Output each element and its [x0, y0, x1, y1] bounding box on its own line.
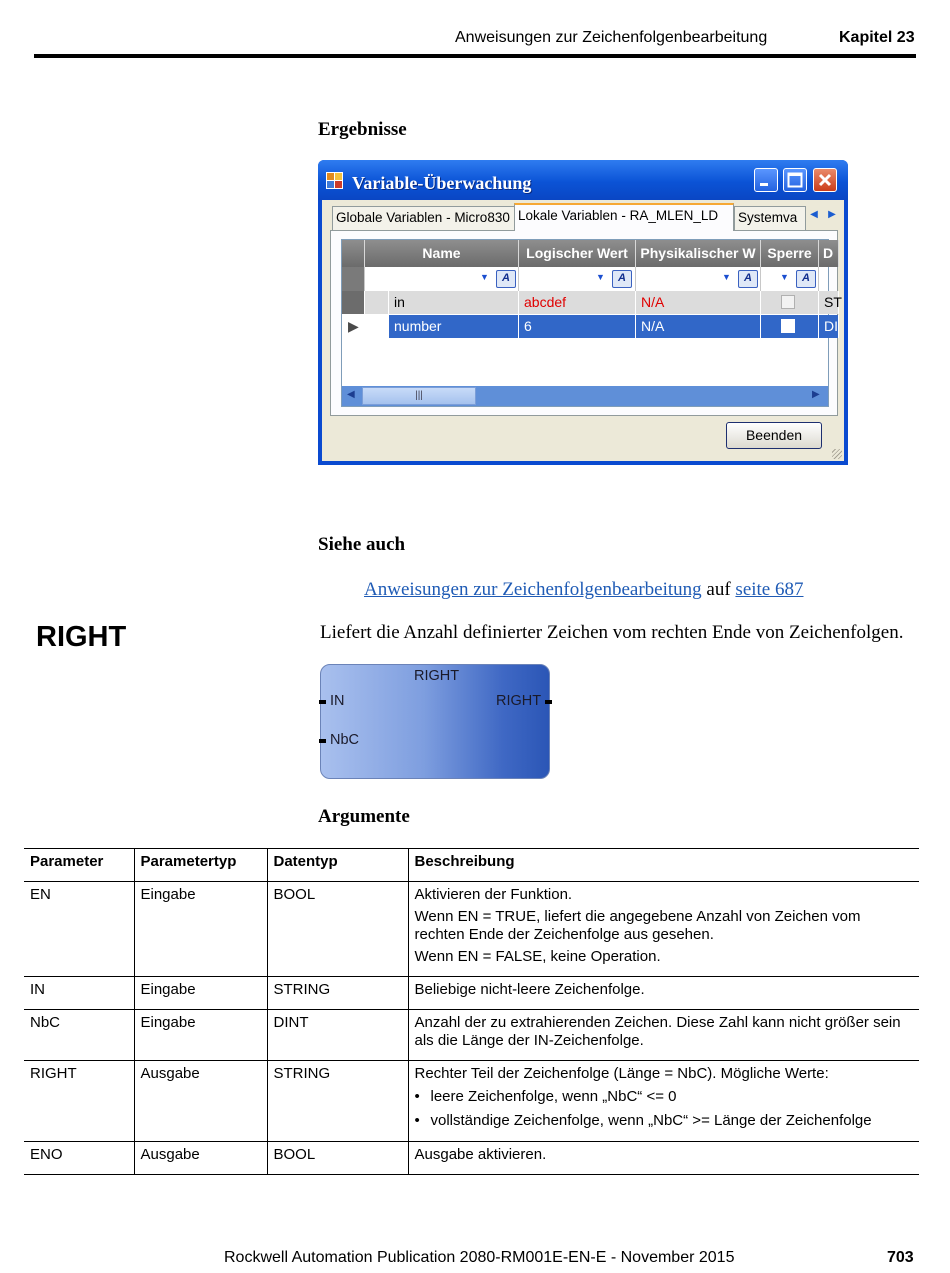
cell-lock[interactable] — [761, 315, 819, 338]
running-header-title: Anweisungen zur Zeichenfolgenbearbeitung — [455, 29, 768, 46]
tab-local-variables[interactable]: Lokale Variablen - RA_MLEN_LD — [514, 203, 734, 231]
table-row — [24, 1061, 919, 1142]
input-pin — [319, 739, 326, 743]
cell-desc — [408, 1061, 919, 1142]
filter-dropdown-icon[interactable]: ▼ — [722, 272, 731, 282]
filter-dropdown-icon[interactable]: ▼ — [780, 272, 789, 282]
input-label-in: IN — [330, 693, 345, 709]
scrollbar-grip: ||| — [415, 390, 423, 401]
cell-physical-value[interactable]: N/A — [636, 291, 761, 314]
results-heading: Ergebnisse — [318, 119, 407, 140]
see-also-heading: Siehe auch — [318, 534, 406, 555]
cell-param: NbC — [24, 1010, 134, 1061]
column-header-name[interactable]: Name — [365, 240, 519, 267]
cell-ptype: Ausgabe — [134, 1061, 267, 1142]
desc-paragraph: Wenn EN = TRUE, liefert die angegebene Anzahl von Zeichen vom rechten Ende der Zeichenfolge aus gesehen. — [414, 908, 861, 943]
column-header-physical-value[interactable]: Physikalischer W — [636, 240, 761, 267]
filter-row — [342, 267, 830, 291]
cell-name[interactable]: in — [389, 291, 519, 314]
function-block — [320, 664, 550, 779]
cell-name[interactable]: number — [389, 315, 519, 338]
table-row[interactable] — [342, 291, 842, 314]
minimize-button[interactable] — [754, 168, 778, 192]
row-header-cell — [342, 291, 365, 314]
cell-param: ENO — [24, 1142, 134, 1175]
footer-publication: Rockwell Automation Publication 2080-RM001E-EN-E - November 2015 — [224, 1249, 735, 1266]
current-row-arrow-icon: ▶ — [342, 315, 365, 338]
cell-desc — [408, 977, 919, 1010]
header-beschreibung: Beschreibung — [408, 849, 919, 882]
tab-panel — [330, 230, 842, 416]
header-rule — [34, 54, 916, 58]
section-title: RIGHT — [36, 621, 127, 653]
cell-physical-value[interactable]: N/A — [636, 315, 761, 338]
table-row[interactable] — [342, 315, 838, 338]
window-titlebar — [318, 160, 848, 200]
filter-icon[interactable]: A — [496, 270, 516, 288]
filter-cell-physical[interactable] — [636, 267, 761, 291]
see-also-connector: auf — [706, 579, 731, 600]
chapter-label: Kapitel 23 — [839, 29, 915, 46]
filter-cell-name[interactable] — [365, 267, 519, 291]
filter-dropdown-icon[interactable]: ▼ — [480, 272, 489, 282]
desc-paragraph: Rechter Teil der Zeichenfolge (Länge = NbC). Mögliche Werte: — [414, 1065, 829, 1082]
maximize-button[interactable] — [783, 168, 807, 192]
close-button[interactable] — [813, 168, 837, 192]
variable-grid — [341, 239, 842, 407]
filter-dropdown-icon[interactable]: ▼ — [596, 272, 605, 282]
filter-icon[interactable]: A — [738, 270, 758, 288]
tab-right-arrow-icon[interactable]: ▶ — [828, 209, 836, 220]
section-description: Liefert die Anzahl definierter Zeichen vom rechten Ende von Zeichenfolgen. — [320, 622, 904, 643]
filter-cell-logical[interactable] — [519, 267, 636, 291]
cell-dtype: DINT — [267, 1010, 408, 1061]
close-dialog-button[interactable]: Beenden — [726, 422, 822, 449]
input-pin — [319, 700, 326, 704]
column-header-datatype[interactable]: D — [819, 240, 839, 267]
see-also-link[interactable]: Anweisungen zur Zeichenfolgenbearbeitung — [364, 579, 702, 600]
table-row — [24, 882, 919, 977]
cell-lock[interactable] — [761, 291, 819, 314]
cell-desc — [408, 1142, 919, 1175]
lock-checkbox[interactable] — [781, 319, 795, 333]
column-header-lock[interactable]: Sperre — [761, 240, 819, 267]
cell-ptype: Eingabe — [134, 1010, 267, 1061]
cell-ptype: Eingabe — [134, 882, 267, 977]
cell-desc — [408, 1010, 919, 1061]
filter-cell-lock[interactable] — [761, 267, 819, 291]
maximize-icon — [784, 169, 806, 191]
row-header-cell — [342, 267, 365, 291]
horizontal-scrollbar[interactable] — [342, 386, 828, 406]
cell-desc — [408, 882, 919, 977]
header-parametertyp: Parametertyp — [134, 849, 267, 882]
cell-dtype: STRING — [267, 1061, 408, 1142]
desc-paragraph: Beliebige nicht-leere Zeichenfolge. — [414, 981, 645, 998]
tab-system-variables[interactable]: Systemva — [734, 206, 806, 230]
cell-ptype: Ausgabe — [134, 1142, 267, 1175]
filter-icon[interactable]: A — [612, 270, 632, 288]
variable-monitor-window — [318, 160, 848, 465]
cell-logical-value[interactable]: 6 — [519, 315, 636, 338]
cell-datatype[interactable]: DI — [819, 315, 839, 338]
cell-param: EN — [24, 882, 134, 977]
scrollbar-thumb[interactable] — [362, 387, 476, 405]
page-number: 703 — [887, 1249, 914, 1266]
scroll-left-arrow-icon[interactable]: ◀ — [347, 389, 355, 400]
column-header-logical-value[interactable]: Logischer Wert — [519, 240, 636, 267]
cell-ptype: Eingabe — [134, 977, 267, 1010]
bullet-list — [415, 1087, 914, 1131]
cell-logical-value[interactable]: abcdef — [519, 291, 636, 314]
app-icon — [326, 172, 343, 189]
header-datentyp: Datentyp — [267, 849, 408, 882]
tab-scroll-arrows — [806, 206, 840, 226]
desc-paragraph: Anzahl der zu extrahierenden Zeichen. Diese Zahl kann nicht größer sein als die Länge der IN-Zeichenfolge. — [414, 1014, 901, 1049]
cell-param: IN — [24, 977, 134, 1010]
input-label-nbc: NbC — [330, 732, 360, 748]
table-header-row — [24, 849, 919, 882]
desc-paragraph: Wenn EN = FALSE, keine Operation. — [414, 948, 661, 965]
cell-dtype: BOOL — [267, 882, 408, 977]
desc-paragraph: Aktivieren der Funktion. — [414, 886, 573, 903]
row-indent-cell — [365, 291, 389, 314]
cell-datatype[interactable]: ST — [819, 291, 839, 314]
table-row — [24, 1142, 919, 1175]
function-block-name: RIGHT — [414, 668, 460, 684]
cell-dtype: STRING — [267, 977, 408, 1010]
see-also-page-link[interactable]: seite 687 — [735, 579, 804, 600]
tab-global-variables[interactable]: Globale Variablen - Micro830 — [332, 206, 515, 230]
arguments-heading: Argumente — [318, 806, 410, 827]
bullet-item: • leere Zeichenfolge, wenn „NbC“ <= 0 — [415, 1087, 914, 1107]
table-row — [24, 1010, 919, 1061]
filter-icon[interactable]: A — [796, 270, 816, 288]
cell-param: RIGHT — [24, 1061, 134, 1142]
output-pin — [545, 700, 552, 704]
bullet-item: • vollständige Zeichenfolge, wenn „NbC“ >= Länge der Zeichenfolge — [415, 1111, 914, 1131]
row-indent-cell — [365, 315, 389, 338]
tab-left-arrow-icon[interactable]: ◀ — [810, 209, 818, 220]
output-label-right: RIGHT — [496, 693, 542, 709]
scroll-right-arrow-icon[interactable]: ▶ — [812, 389, 820, 400]
close-icon — [814, 169, 836, 191]
resize-grip-icon[interactable] — [832, 449, 842, 459]
lock-checkbox[interactable] — [781, 295, 795, 309]
grid-corner — [342, 240, 365, 267]
arguments-table — [24, 848, 919, 1175]
cell-dtype: BOOL — [267, 1142, 408, 1175]
see-also-line — [364, 579, 804, 601]
window-client-area — [322, 200, 844, 461]
window-title: Variable-Überwachung — [352, 173, 532, 193]
header-parameter: Parameter — [24, 849, 134, 882]
table-row — [24, 977, 919, 1010]
minimize-icon — [755, 169, 777, 191]
desc-paragraph: Ausgabe aktivieren. — [414, 1146, 547, 1163]
